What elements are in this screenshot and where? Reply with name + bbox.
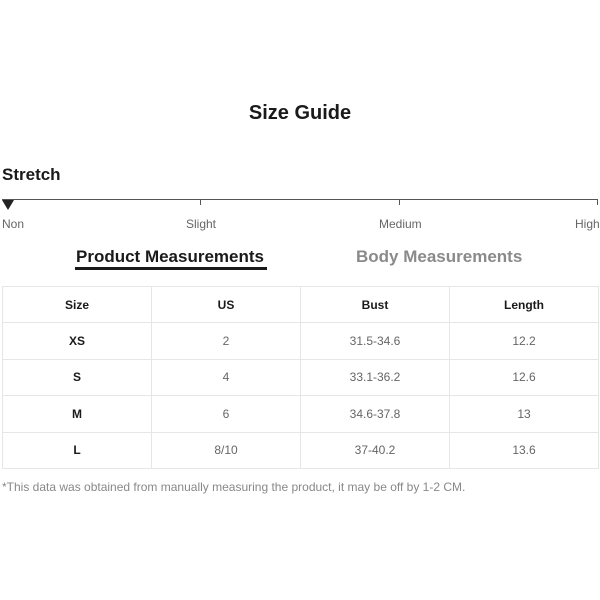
- cell-length: 12.6: [450, 359, 599, 395]
- stretch-tick-high: [597, 199, 598, 205]
- cell-length: 13.6: [450, 432, 599, 468]
- stretch-label-slight: Slight: [186, 217, 217, 231]
- header-size: Size: [3, 287, 152, 323]
- tab-active-underline: [75, 267, 267, 270]
- cell-size: M: [3, 396, 152, 432]
- stretch-tick-slight: [200, 199, 201, 205]
- cell-bust: 34.6-37.8: [301, 396, 450, 432]
- cell-size: S: [3, 359, 152, 395]
- header-us: US: [152, 287, 301, 323]
- cell-us: 6: [152, 396, 301, 432]
- table-row: [3, 396, 599, 432]
- stretch-pointer-icon: [2, 200, 14, 210]
- stretch-tick-medium: [399, 199, 400, 205]
- cell-us: 8/10: [152, 432, 301, 468]
- size-table: [2, 286, 599, 469]
- cell-size: L: [3, 432, 152, 468]
- cell-bust: 33.1-36.2: [301, 359, 450, 395]
- stretch-scale-line: [2, 199, 598, 200]
- stretch-heading: Stretch: [2, 165, 61, 184]
- table-row: [3, 432, 599, 468]
- table-row: [3, 323, 599, 359]
- tab-body-measurements[interactable]: Body Measurements: [356, 247, 523, 266]
- stretch-label-non: Non: [2, 217, 25, 231]
- header-length: Length: [450, 287, 599, 323]
- stretch-label-medium: Medium: [379, 217, 422, 231]
- tab-product-measurements[interactable]: Product Measurements: [76, 247, 264, 266]
- measurement-note: *This data was obtained from manually measuring the product, it may be off by 1-2 CM.: [2, 480, 466, 494]
- cell-bust: 37-40.2: [301, 432, 450, 468]
- stretch-label-high: High: [575, 217, 600, 231]
- cell-length: 12.2: [450, 323, 599, 359]
- header-bust: Bust: [301, 287, 450, 323]
- page-title: Size Guide: [248, 102, 352, 124]
- cell-length: 13: [450, 396, 599, 432]
- cell-bust: 31.5-34.6: [301, 323, 450, 359]
- table-header-row: [3, 287, 599, 323]
- cell-us: 4: [152, 359, 301, 395]
- table-row: [3, 359, 599, 395]
- cell-size: XS: [3, 323, 152, 359]
- cell-us: 2: [152, 323, 301, 359]
